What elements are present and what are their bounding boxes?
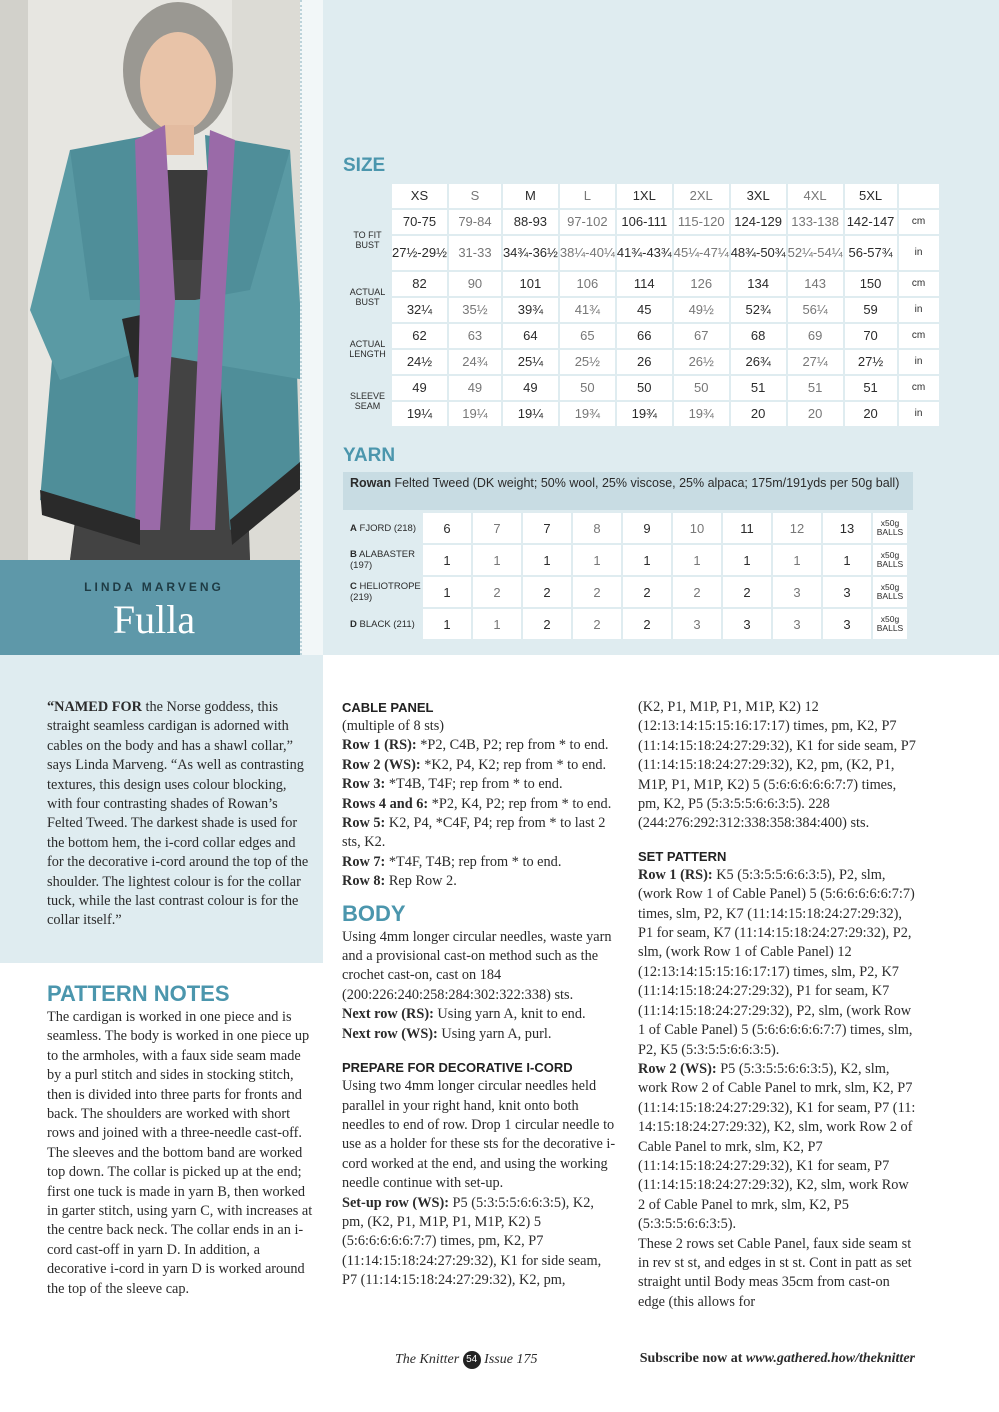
- size-header: 1XL: [617, 184, 672, 208]
- size-cell: 106-111: [617, 210, 672, 234]
- size-cell: 150: [845, 272, 897, 296]
- size-cell: 49: [449, 376, 501, 400]
- size-cell: 27½-29½: [392, 236, 447, 270]
- size-cell: 52¼-54¼: [788, 236, 843, 270]
- size-cell: 133-138: [788, 210, 843, 234]
- size-cell: 50: [674, 376, 729, 400]
- yarn-unit: x50g BALLS: [873, 577, 907, 607]
- yarn-cell: 2: [523, 577, 571, 607]
- yarn-letter: D: [350, 618, 357, 630]
- yarn-cell: 3: [823, 609, 871, 639]
- size-cell: 41¾: [560, 298, 615, 322]
- size-cell: 24¾: [449, 350, 501, 374]
- size-cell: 38¼-40¼: [560, 236, 615, 270]
- column-3: [638, 698, 916, 1312]
- size-cell: 26½: [674, 350, 729, 374]
- cable-row-value: *T4F, T4B; rep from * to end.: [385, 853, 562, 870]
- size-cell: 41¾-43¾: [617, 236, 672, 270]
- size-cell: 79-84: [449, 210, 501, 234]
- yarn-cell: 2: [473, 577, 521, 607]
- size-cell: 19¾: [617, 402, 672, 426]
- yarn-cell: 3: [673, 609, 721, 639]
- yarn-color-name: BLACK (211): [359, 618, 415, 630]
- yarn-cell: 3: [823, 577, 871, 607]
- size-header: XS: [392, 184, 447, 208]
- yarn-table: [343, 511, 909, 641]
- size-cell: 115-120: [674, 210, 729, 234]
- yarn-cell: 1: [673, 545, 721, 575]
- icord-heading: PREPARE FOR DECORATIVE I-CORD: [342, 1060, 573, 1076]
- unit-cell: cm: [899, 324, 939, 348]
- unit-cell: in: [899, 350, 939, 374]
- magazine-name: The Knitter: [395, 1352, 460, 1367]
- size-cell: 51: [845, 376, 897, 400]
- size-cell: 82: [392, 272, 447, 296]
- size-cell: 66: [617, 324, 672, 348]
- size-cell: 20: [731, 402, 786, 426]
- unit-cell: in: [899, 236, 939, 270]
- cable-row-key: Row 5:: [342, 815, 386, 832]
- size-cell: 26: [617, 350, 672, 374]
- notes-text: The cardigan is worked in one piece and is seamless. The body is worked in one piece up to the armholes, with a faux side seam made by a purl stitch and sides in stocking stitch, then is divided into three parts for fronts and back. The shoulders are worked with short rows and joined with a three-needle cast-off. The sleeves and the bottom band are worked top down. The collar is picked up at the end; first one tuck is made in yarn B, then worked in garter stitch, using yarn C, with increases at the centre back neck. The collar ends in an i-cord cast-off in yarn D. In addition, a decorative i-cord in yarn D is worked around the top of the sleeve cap.: [47, 1009, 313, 1297]
- yarn-cell: 1: [823, 545, 871, 575]
- size-cell: 24½: [392, 350, 447, 374]
- yarn-cell: 1: [423, 609, 471, 639]
- size-row-label: SLEEVE SEAM: [349, 391, 386, 411]
- cable-row-value: *P2, C4B, P2; rep from * to end.: [416, 737, 609, 754]
- yarn-row-label: [345, 513, 421, 543]
- yarn-letter: C: [350, 581, 357, 592]
- size-cell: 49: [503, 376, 558, 400]
- size-row-label: ACTUAL BUST: [349, 287, 386, 307]
- size-cell: 124-129: [731, 210, 786, 234]
- yarn-cell: 2: [673, 577, 721, 607]
- yarn-cell: 8: [573, 513, 621, 543]
- yarn-row-label: [345, 545, 421, 575]
- yarn-cell: 13: [823, 513, 871, 543]
- size-cell: 20: [845, 402, 897, 426]
- yarn-cell: 1: [423, 577, 471, 607]
- next-row-1-value: Using yarn A, knit to end.: [433, 1006, 586, 1023]
- row2-value: P5 (5:3:5:5:6:6:3:5), K2, slm, work Row 2 of Cable Panel to mrk, slm, K2, P7 (11:14:15:18:24:27:29:32), K1 for seam, P7 (11: 14:15:18:24:27:29:32), K2, slm, work Row 2 of Cable Panel to mrk, slm, K2, P7 (11:14:15:18:24:27:29:32), K1 for seam, P7 (11:14:15:18:24:27:29:32), K2, slm, work Row 2 of Cable Panel to mrk, slm, K2, P5 (5:3:5:5:6:6:3:5).: [638, 1060, 916, 1233]
- size-cell: 25½: [560, 350, 615, 374]
- cable-row-value: *P2, K4, P2; rep from * to end.: [428, 795, 612, 812]
- cable-row-value: *K2, P4, K2; rep from * to end.: [420, 756, 607, 773]
- row2-key: Row 2 (WS):: [638, 1060, 717, 1077]
- unit-cell: cm: [899, 376, 939, 400]
- size-cell: 49½: [674, 298, 729, 322]
- yarn-color-name: HELIOTROPE (219): [350, 581, 421, 603]
- yarn-cell: 2: [573, 609, 621, 639]
- setup-row-key: Set-up row (WS):: [342, 1194, 449, 1211]
- size-cell: 142-147: [845, 210, 897, 234]
- yarn-letter: A: [350, 522, 357, 534]
- next-row-2-key: Next row (WS):: [342, 1025, 438, 1042]
- yarn-cell: 6: [423, 513, 471, 543]
- cable-row-key: Row 2 (WS):: [342, 756, 421, 773]
- yarn-brand: Rowan: [350, 476, 391, 490]
- yarn-description-text: Felted Tweed (DK weight; 50% wool, 25% viscose, 25% alpaca; 175m/191yds per 50g ball): [390, 476, 900, 490]
- model-photo: [0, 0, 308, 560]
- yarn-cell: 1: [473, 609, 521, 639]
- size-cell: 126: [674, 272, 729, 296]
- yarn-color-name: ALABASTER (197): [350, 549, 415, 571]
- cable-row-value: *T4B, T4F; rep from * to end.: [385, 776, 563, 793]
- cable-rows: [342, 736, 618, 891]
- size-header: S: [449, 184, 501, 208]
- cable-row-key: Row 8:: [342, 873, 386, 890]
- yarn-cell: 7: [473, 513, 521, 543]
- yarn-description: [343, 472, 913, 510]
- size-cell: 97-102: [560, 210, 615, 234]
- notes-column: [47, 980, 317, 1299]
- subscribe-text: Subscribe now at: [639, 1351, 746, 1366]
- size-cell: 101: [503, 272, 558, 296]
- yarn-row-label: [345, 609, 421, 639]
- yarn-cell: 7: [523, 513, 571, 543]
- author-name: LINDA MARVENG: [84, 580, 224, 594]
- size-header: 3XL: [731, 184, 786, 208]
- yarn-cell: 1: [573, 545, 621, 575]
- intro-column: [47, 698, 312, 931]
- yarn-unit: x50g BALLS: [873, 545, 907, 575]
- size-cell: 63: [449, 324, 501, 348]
- page-footer: [395, 1351, 915, 1369]
- page-number-badge: 54: [463, 1351, 481, 1369]
- cable-multiple: (multiple of 8 sts): [342, 718, 445, 734]
- size-cell: 50: [617, 376, 672, 400]
- yarn-cell: 10: [673, 513, 721, 543]
- yarn-cell: 2: [623, 577, 671, 607]
- column-2: [342, 698, 618, 1291]
- size-cell: 45¼-47¼: [674, 236, 729, 270]
- yarn-cell: 1: [423, 545, 471, 575]
- cable-row-key: Row 7:: [342, 853, 386, 870]
- yarn-cell: 2: [523, 609, 571, 639]
- size-heading: SIZE: [343, 155, 386, 176]
- size-cell: 34¾-36½: [503, 236, 558, 270]
- size-row-label: TO FIT BUST: [353, 230, 382, 250]
- notes-heading: PATTERN NOTES: [47, 981, 230, 1006]
- cable-row-key: Row 3:: [342, 776, 386, 793]
- size-cell: 51: [788, 376, 843, 400]
- pattern-title: Fulla: [112, 597, 196, 642]
- setup-continued: (K2, P1, M1P, P1, M1P, K2) 12 (12:13:14:15:15:16:17:17) times, pm, K2, P7 (11:14:15:18:24:27:29:32), K1 for side seam, P7 (11:14:15:18:24:27:29:32), K2, pm, (K2, P1, M1P, P1, M1P, K2) 5 (5:6:6:6:6:6:7:7) times, pm, K2, P5 (5:3:5:5:6:6:3:5). 228 (244:276:292:312:338:358:384:400) sts.: [638, 699, 916, 832]
- row1-value: K5 (5:3:5:5:6:6:3:5), P2, slm, (work Row 1 of Cable Panel) 5 (5:6:6:6:6:6:7:7) times, slm, P2, K7 (11:14:15:18:24:27:29:32), P1 for seam, K7 (11:14:15:18:24:27:29:32), P2, slm, (work Row 1 of Cable Panel) 12 (12:13:14:15:15:16:17:17) times, slm, P2, K7 (11:14:15:18:24:27:29:32), P1 for seam, K7 (11:14:15:18:24:27:29:32), P2, slm, (work Row 1 of Cable Panel) 5 (5:6:6:6:6:6:7:7) times, slm, P2, K5 (5:3:5:5:6:6:3:5).: [638, 866, 915, 1058]
- size-cell: 143: [788, 272, 843, 296]
- yarn-cell: 3: [723, 609, 771, 639]
- unit-cell: in: [899, 402, 939, 426]
- next-row-1-key: Next row (RS):: [342, 1006, 434, 1023]
- unit-cell: cm: [899, 272, 939, 296]
- yarn-cell: 3: [773, 577, 821, 607]
- size-cell: 27¼: [788, 350, 843, 374]
- yarn-cell: 1: [473, 545, 521, 575]
- size-cell: 26¾: [731, 350, 786, 374]
- unit-cell: in: [899, 298, 939, 322]
- next-row-2-value: Using yarn A, purl.: [437, 1025, 552, 1042]
- yarn-cell: 2: [723, 577, 771, 607]
- yarn-cell: 1: [723, 545, 771, 575]
- size-cell: 52¾: [731, 298, 786, 322]
- size-cell: 56-57¾: [845, 236, 897, 270]
- yarn-cell: 12: [773, 513, 821, 543]
- yarn-cell: 1: [523, 545, 571, 575]
- size-cell: 27½: [845, 350, 897, 374]
- intro-lead: “NAMED FOR: [47, 699, 142, 715]
- yarn-cell: 2: [573, 577, 621, 607]
- size-cell: 20: [788, 402, 843, 426]
- cable-row-value: Rep Row 2.: [385, 873, 457, 890]
- size-row-label: ACTUAL LENGTH: [349, 339, 386, 359]
- size-cell: 35½: [449, 298, 501, 322]
- size-cell: 19¾: [560, 402, 615, 426]
- size-cell: 51: [731, 376, 786, 400]
- yarn-letter: B: [350, 549, 357, 560]
- size-cell: 70: [845, 324, 897, 348]
- title-banner: [0, 560, 308, 655]
- size-cell: 50: [560, 376, 615, 400]
- intro-text: the Norse goddess, this straight seamless cardigan is adorned with cables on the body and has a shawl collar,” says Linda Marveng. “As well as contrasting textures, this design uses colour blocking, with four contrasting shades of Rowan’s Felted Tweed. The darkest shade is used for the bottom hem, the i-cord collar edges and for the decorative i-cord around the top of the shoulder. The lightest colour is for the collar tuck, while the last contrast colour is for the collar itself.”: [47, 699, 309, 929]
- size-cell: 48¾-50¾: [731, 236, 786, 270]
- cardigan-illustration: [0, 0, 308, 560]
- cable-row-key: Rows 4 and 6:: [342, 795, 429, 812]
- size-cell: 59: [845, 298, 897, 322]
- size-cell: 70-75: [392, 210, 447, 234]
- yarn-cell: 11: [723, 513, 771, 543]
- yarn-cell: 1: [623, 545, 671, 575]
- size-cell: 19¼: [392, 402, 447, 426]
- size-cell: 19¾: [674, 402, 729, 426]
- size-cell: 39¾: [503, 298, 558, 322]
- size-cell: 31-33: [449, 236, 501, 270]
- size-cell: 62: [392, 324, 447, 348]
- set-pattern-heading: SET PATTERN: [638, 848, 727, 864]
- size-cell: 88-93: [503, 210, 558, 234]
- size-cell: 68: [731, 324, 786, 348]
- issue-number: Issue 175: [484, 1352, 538, 1367]
- yarn-cell: 1: [773, 545, 821, 575]
- row1-key: Row 1 (RS):: [638, 866, 713, 883]
- yarn-unit: x50g BALLS: [873, 513, 907, 543]
- size-cell: 19¼: [449, 402, 501, 426]
- size-header: M: [503, 184, 558, 208]
- setup-row-value: P5 (5:3:5:5:6:6:3:5), K2, pm, (K2, P1, M1P, P1, M1P, K2) 5 (5:6:6:6:6:6:7:7) times, pm, K2, P7 (11:14:15:18:24:27:29:32), K1 for side seam, P7 (11:14:15:18:24:27:29:32), K2, pm,: [342, 1194, 602, 1289]
- yarn-color-name: FJORD (218): [359, 522, 416, 534]
- perforation-strip: [300, 0, 323, 655]
- yarn-heading: YARN: [343, 445, 396, 466]
- yarn-row-label: [345, 577, 421, 607]
- size-cell: 32¼: [392, 298, 447, 322]
- size-header: 2XL: [674, 184, 729, 208]
- yarn-cell: 2: [623, 609, 671, 639]
- size-cell: 19¼: [503, 402, 558, 426]
- cable-row-value: K2, P4, *C4F, P4; rep from * to last 2 sts, K2.: [342, 815, 606, 851]
- body-heading: BODY: [342, 900, 406, 926]
- size-cell: 67: [674, 324, 729, 348]
- yarn-cell: 9: [623, 513, 671, 543]
- size-header: L: [560, 184, 615, 208]
- unit-cell: cm: [899, 210, 939, 234]
- size-cell: 45: [617, 298, 672, 322]
- body-intro: Using 4mm longer circular needles, waste yarn and a provisional cast-on method such as the crochet cast-on, cast on 184 (200:226:240:258:284:302:322:338) sts.: [342, 928, 612, 1003]
- yarn-unit: x50g BALLS: [873, 609, 907, 639]
- size-cell: 65: [560, 324, 615, 348]
- size-cell: 134: [731, 272, 786, 296]
- cable-row-key: Row 1 (RS):: [342, 737, 417, 754]
- size-table: [343, 182, 941, 428]
- size-cell: 49: [392, 376, 447, 400]
- size-header: 4XL: [788, 184, 843, 208]
- set-pattern-end: These 2 rows set Cable Panel, faux side seam st in rev st st, and edges in st st. Cont in patt as set straight until Body meas 35cm from cast-on edge (this allows for: [638, 1235, 912, 1310]
- size-cell: 69: [788, 324, 843, 348]
- yarn-cell: 3: [773, 609, 821, 639]
- size-cell: 56¼: [788, 298, 843, 322]
- size-cell: 64: [503, 324, 558, 348]
- icord-text: Using two 4mm longer circular needles held parallel in your right hand, knit onto both needles to end of row. Drop 1 circular needle to use as a holder for these sts for the decorative i-cord worked at the end, and using the working needle continue with set-up.: [342, 1078, 616, 1192]
- size-header: 5XL: [845, 184, 897, 208]
- size-cell: 114: [617, 272, 672, 296]
- size-cell: 25¼: [503, 350, 558, 374]
- subscribe-url[interactable]: www.gathered.how/theknitter: [745, 1351, 915, 1366]
- size-cell: 90: [449, 272, 501, 296]
- size-cell: 106: [560, 272, 615, 296]
- cable-heading: CABLE PANEL: [342, 700, 434, 715]
